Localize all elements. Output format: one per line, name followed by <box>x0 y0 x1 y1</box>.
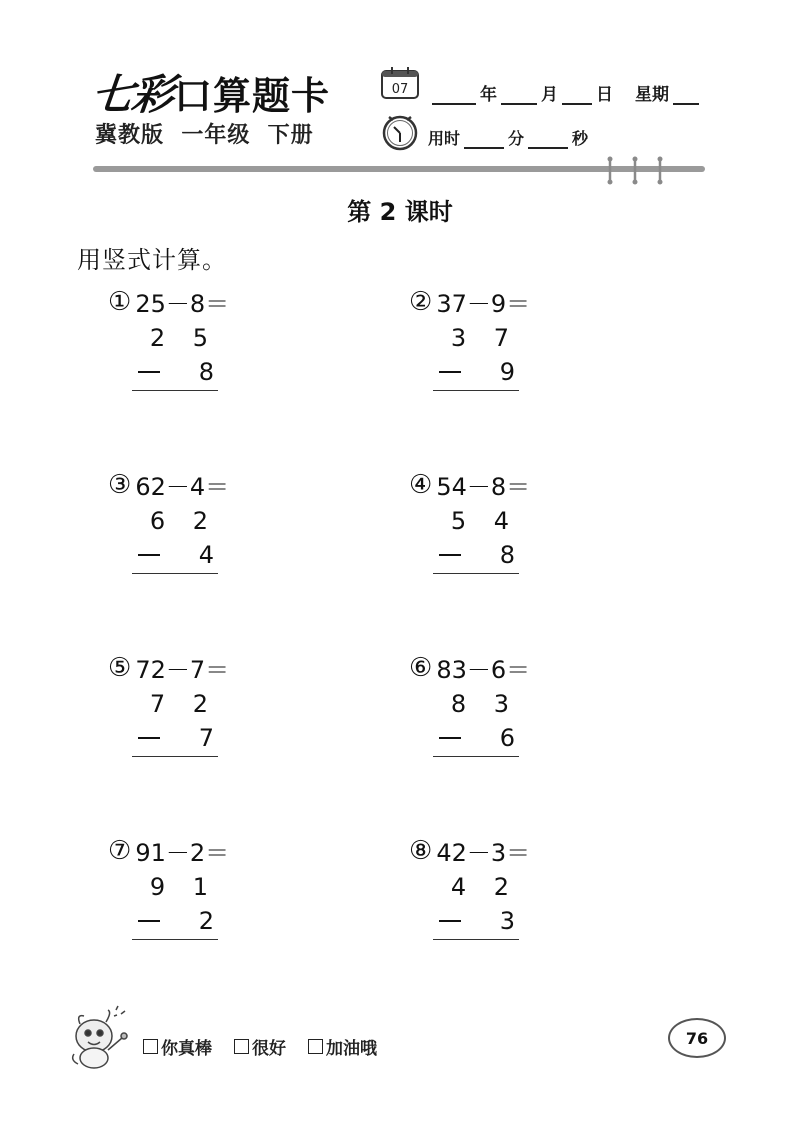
vertical-subtrahend-row <box>134 724 218 752</box>
answer-line[interactable] <box>433 756 519 757</box>
weekday-label: 星期 <box>635 85 669 105</box>
calendar-icon-day: 07 <box>391 82 409 97</box>
minus-sign <box>138 371 160 373</box>
time-fill-row <box>428 126 588 149</box>
rating-keep-going-label: 加油哦 <box>326 1039 377 1059</box>
seconds-label: 秒 <box>572 129 589 148</box>
answer-line[interactable] <box>433 939 519 940</box>
rating-good-label: 很好 <box>252 1039 286 1059</box>
problem-number: ③ <box>108 469 132 500</box>
brand-title: 口算题卡 <box>174 73 331 118</box>
problem-expression: 83－6＝ <box>436 656 531 684</box>
minus-sign <box>439 371 461 373</box>
minus-sign <box>439 737 461 739</box>
problem-expression: 54－8＝ <box>436 473 531 501</box>
vertical-top-number: 8 3 <box>450 690 519 718</box>
problem-number: ④ <box>409 469 433 500</box>
answer-line[interactable] <box>433 573 519 574</box>
vertical-top-number: 2 5 <box>149 324 218 352</box>
month-label: 月 <box>541 85 558 105</box>
rating-great[interactable] <box>143 1034 212 1059</box>
problem-equation <box>108 467 229 502</box>
minus-sign <box>439 554 461 556</box>
day-blank[interactable] <box>562 85 592 105</box>
vertical-subtrahend: 8 <box>198 358 214 386</box>
edition-label: 冀教版 一年级 下册 <box>95 123 314 148</box>
problem-equation <box>409 833 530 868</box>
weekday-blank[interactable] <box>673 85 699 105</box>
problem-expression: 91－2＝ <box>135 839 230 867</box>
problem-number: ⑤ <box>108 652 132 683</box>
instruction-text: 用竖式计算。 <box>77 246 227 274</box>
problem-2 <box>409 284 629 444</box>
vertical-top-number: 4 2 <box>450 873 519 901</box>
problem-6 <box>409 650 629 810</box>
brand-logo <box>89 68 331 119</box>
self-rating-group <box>143 1034 399 1059</box>
date-fill-row <box>428 80 703 105</box>
answer-line[interactable] <box>132 573 218 574</box>
minutes-label: 分 <box>508 129 525 148</box>
vertical-subtrahend: 7 <box>198 724 214 752</box>
problem-number: ⑥ <box>409 652 433 683</box>
vertical-top-number: 9 1 <box>149 873 218 901</box>
problem-5 <box>108 650 328 810</box>
problem-equation <box>108 650 229 685</box>
problem-equation <box>409 284 530 319</box>
checkbox-icon[interactable] <box>234 1039 249 1054</box>
seconds-blank[interactable] <box>528 129 568 149</box>
problem-equation <box>108 833 229 868</box>
year-label: 年 <box>480 85 497 105</box>
checkbox-icon[interactable] <box>143 1039 158 1054</box>
problem-number: ⑦ <box>108 835 132 866</box>
vertical-subtrahend-row <box>435 907 519 935</box>
vertical-subtrahend: 4 <box>198 541 214 569</box>
vertical-subtrahend-row <box>134 541 218 569</box>
lesson-title: 第 2 课时 <box>347 198 453 226</box>
answer-line[interactable] <box>132 390 218 391</box>
clock-icon <box>380 112 420 152</box>
vertical-subtrahend: 3 <box>499 907 515 935</box>
year-blank[interactable] <box>432 85 476 105</box>
answer-line[interactable] <box>132 939 218 940</box>
problem-equation <box>108 284 229 319</box>
problem-equation <box>409 650 530 685</box>
problem-3 <box>108 467 328 627</box>
problem-expression: 42－3＝ <box>436 839 531 867</box>
problem-equation <box>409 467 530 502</box>
problem-number: ② <box>409 286 433 317</box>
month-blank[interactable] <box>501 85 537 105</box>
vertical-subtrahend: 8 <box>499 541 515 569</box>
vertical-top-number: 5 4 <box>450 507 519 535</box>
minus-sign <box>138 737 160 739</box>
problem-7 <box>108 833 328 993</box>
page-number: 76 <box>668 1018 726 1058</box>
minutes-blank[interactable] <box>464 129 504 149</box>
problem-expression: 62－4＝ <box>135 473 230 501</box>
vertical-subtrahend-row <box>435 358 519 386</box>
problem-number: ① <box>108 286 132 317</box>
minus-sign <box>439 920 461 922</box>
problem-1 <box>108 284 328 444</box>
minus-sign <box>138 920 160 922</box>
minus-sign <box>138 554 160 556</box>
vertical-top-number: 3 7 <box>450 324 519 352</box>
vertical-subtrahend: 2 <box>198 907 214 935</box>
time-used-label: 用时 <box>428 129 461 148</box>
brand-qicai: 七彩 <box>89 70 175 119</box>
rating-keep-going[interactable] <box>308 1034 377 1059</box>
problem-expression: 37－9＝ <box>436 290 531 318</box>
rating-good[interactable] <box>234 1034 286 1059</box>
vertical-top-number: 6 2 <box>149 507 218 535</box>
vertical-subtrahend-row <box>134 907 218 935</box>
vertical-subtrahend: 6 <box>499 724 515 752</box>
mascot-illustration <box>66 1002 136 1072</box>
problem-expression: 25－8＝ <box>135 290 230 318</box>
calendar-icon <box>380 66 420 100</box>
vertical-subtrahend: 9 <box>499 358 515 386</box>
vertical-subtrahend-row <box>435 724 519 752</box>
checkbox-icon[interactable] <box>308 1039 323 1054</box>
problem-expression: 72－7＝ <box>135 656 230 684</box>
problem-8 <box>409 833 629 993</box>
vertical-subtrahend-row <box>435 541 519 569</box>
day-label: 日 <box>596 85 613 105</box>
problem-number: ⑧ <box>409 835 433 866</box>
rating-great-label: 你真棒 <box>161 1039 212 1059</box>
answer-line[interactable] <box>132 756 218 757</box>
answer-line[interactable] <box>433 390 519 391</box>
binder-rings-icon <box>600 156 670 186</box>
vertical-subtrahend-row <box>134 358 218 386</box>
problem-4 <box>409 467 629 627</box>
vertical-top-number: 7 2 <box>149 690 218 718</box>
